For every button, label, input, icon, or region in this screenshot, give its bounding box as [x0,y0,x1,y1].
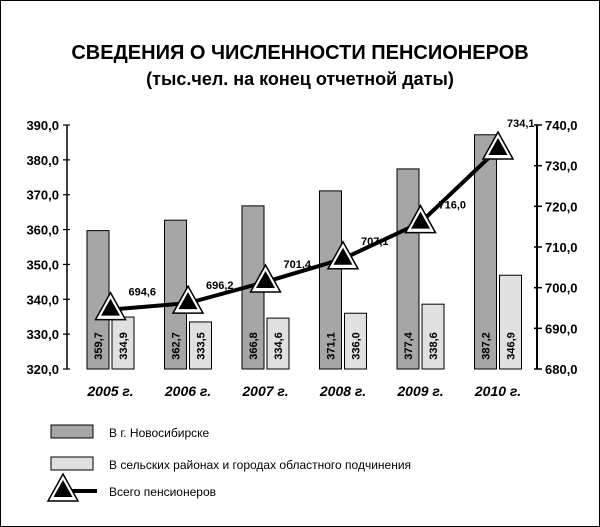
legend-label-novosibirsk: В г. Новосибирске [109,426,210,440]
left-tick-label: 320,0 [26,362,59,377]
left-tick-label: 330,0 [26,327,59,343]
total-value-label: 701,4 [283,258,312,271]
category-label: 2010 г. [474,383,522,399]
left-tick-label: 350,0 [26,257,59,273]
right-tick-label: 710,0 [545,240,578,255]
bar-value-label: 336,0 [350,332,363,360]
bar-value-label: 366,8 [248,332,260,360]
total-value-label: 696,2 [206,280,234,293]
bar-value-label: 334,6 [273,332,285,360]
left-tick-label: 360,0 [26,222,59,238]
right-tick-label: 700,0 [545,280,578,296]
bar-series-group [87,135,522,369]
bar-value-label: 338,6 [428,332,440,360]
total-line-series [96,118,535,320]
chart-subtitle: (тыс.чел. на конец отчетной даты) [146,69,454,89]
category-label: 2005 г. [87,383,134,399]
bar-value-label: 346,9 [505,332,518,360]
legend-marker-total [48,474,78,501]
category-label: 2006 г. [164,383,212,399]
bar-value-label: 333,5 [195,332,208,360]
bar-value-label: 371,1 [325,332,338,360]
total-value-label: 707,1 [361,235,389,248]
right-tick-label: 680,0 [545,362,578,377]
legend [48,425,411,501]
category-label: 2007 г. [242,383,289,399]
legend-label-total: Всего пенсионеров [109,485,216,499]
bar-value-label: 359,7 [93,332,105,360]
bar-value-label: 362,7 [170,332,183,360]
left-tick-label: 380,0 [26,152,59,168]
left-tick-label: 390,0 [26,118,59,133]
right-tick-label: 720,0 [545,199,578,215]
total-value-label: 694,6 [128,286,157,299]
category-label: 2009 г. [397,383,444,399]
left-tick-label: 340,0 [26,292,59,308]
legend-swatch-novosibirsk [51,425,93,438]
right-tick-label: 740,0 [545,118,578,133]
left-tick-label: 370,0 [26,187,59,203]
bar-value-label: 334,9 [118,332,130,360]
chart-title: СВЕДЕНИЯ О ЧИСЛЕННОСТИ ПЕНСИОНЕРОВ [71,42,529,64]
right-y-axis [534,118,578,377]
bar-value-label: 387,2 [480,332,493,360]
total-value-label: 734,1 [507,117,535,130]
right-tick-label: 730,0 [545,158,578,174]
total-value-label: 716,0 [438,199,467,212]
legend-swatch-rural [51,457,93,470]
chart-canvas [1,1,599,526]
bar-value-label: 377,4 [403,332,415,360]
x-axis-categories [86,383,521,399]
left-y-axis [26,118,70,377]
category-label: 2008 г. [319,383,367,399]
right-tick-label: 690,0 [545,321,578,337]
legend-label-rural: В сельских районах и городах областного подчинения [109,458,412,472]
